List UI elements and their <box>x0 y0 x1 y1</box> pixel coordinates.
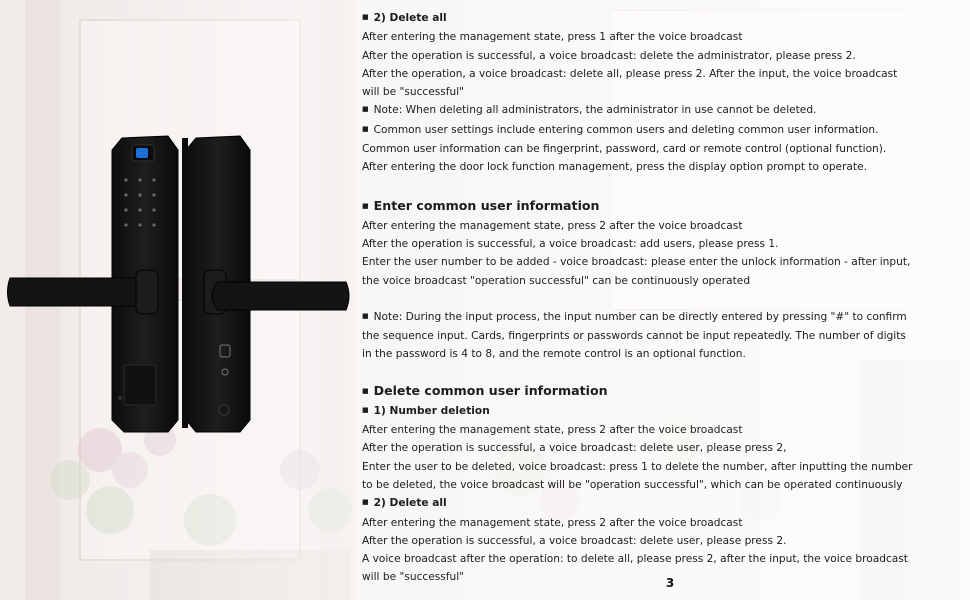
text-line: Enter the user number to be added - voice broadcast: please enter the unlock information - after input, <box>362 256 911 269</box>
note-line: ■ Note: When deleting all administrators, the administrator in use cannot be deleted. <box>362 101 962 120</box>
section-heading: ■ Enter common user information <box>362 197 962 217</box>
page-number: 3 <box>665 576 675 590</box>
text-line: to be deleted, the voice broadcast will be "operation successful", which can be operated continuously <box>362 478 903 491</box>
section-subheading: ■ 1) Number deletion <box>362 402 962 421</box>
text-line: Enter the user to be deleted, voice broadcast: press 1 to delete the number, after inputting the number <box>362 460 913 473</box>
text-line: After the operation is successful, a voice broadcast: delete the administrator, please press 2. <box>362 49 856 62</box>
text-line: the sequence input. Cards, fingerprints or passwords cannot be input repeatedly. The number of digits <box>362 330 906 343</box>
text-line: After entering the door lock function management, press the display option prompt to operate. <box>362 161 867 174</box>
text-line: will be "successful" <box>362 86 465 99</box>
text-line: After the operation is successful, a voice broadcast: delete user, please press 2. <box>362 534 787 547</box>
text-line: After the operation, a voice broadcast: delete all, please press 2. After the input, the voice broadcast <box>362 67 898 80</box>
text-line: After the operation is successful, a voice broadcast: delete user, please press 2, <box>362 442 787 455</box>
text-line: After entering the management state, press 2 after the voice broadcast <box>362 424 743 437</box>
instruction-text <box>362 9 962 587</box>
section-heading: ■ Delete common user information <box>362 382 962 402</box>
text-line: the voice broadcast "operation successful" can be continuously operated <box>362 274 751 287</box>
text-line: After entering the management state, press 1 after the voice broadcast <box>362 31 743 44</box>
section-subheading: ■ 2) Delete all <box>362 494 962 513</box>
text-line: After the operation is successful, a voice broadcast: add users, please press 1. <box>362 237 779 250</box>
text-line: After entering the management state, press 2 after the voice broadcast <box>362 219 743 232</box>
section-subheading: ■ 2) Delete all <box>362 9 962 28</box>
text-line: will be "successful" <box>362 571 465 584</box>
text-line: Common user information can be fingerprint, password, card or remote control (optional function). <box>362 143 887 156</box>
text-line: After entering the management state, press 2 after the voice broadcast <box>362 516 743 529</box>
text-line: A voice broadcast after the operation: to delete all, please press 2, after the input, the voice broadcast <box>362 553 908 566</box>
note-line: ■ Note: During the input process, the input number can be directly entered by pressing "#" to confirm <box>362 308 962 327</box>
text-line: in the password is 4 to 8, and the remote control is an optional function. <box>362 348 746 361</box>
text-line: ■ Common user settings include entering common users and deleting common user information. <box>362 121 962 140</box>
